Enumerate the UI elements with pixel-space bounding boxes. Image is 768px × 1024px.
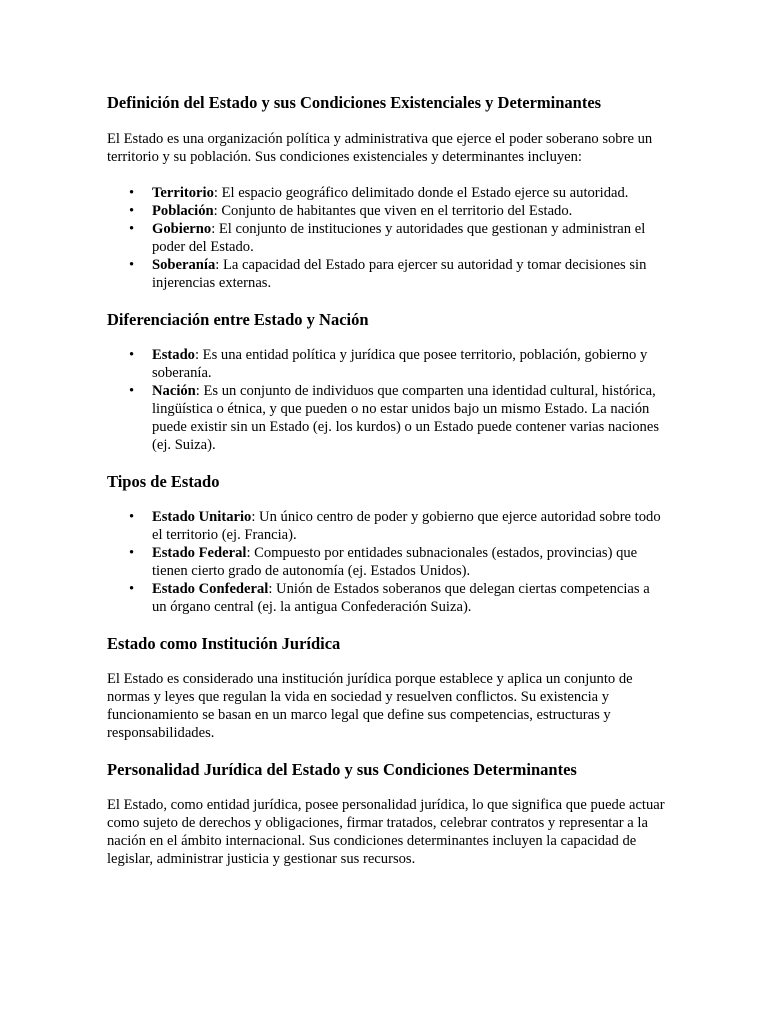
list-item-term: Estado Unitario — [152, 509, 252, 525]
list-item-term: Nación — [152, 383, 196, 399]
list-item-text: : Compuesto por entidades subnacionales (estados, provincias) que tienen cierto grado de autonomía (ej. Estados Unidos). — [152, 545, 638, 579]
list-item-text: : Conjunto de habitantes que viven en el territorio del Estado. — [213, 203, 573, 219]
list-item — [107, 382, 667, 454]
list-item-term: Estado — [152, 347, 195, 363]
list-item-term: Población — [152, 203, 214, 219]
list-item-text: : Es una entidad política y jurídica que posee territorio, población, gobierno y soberanía. — [152, 347, 648, 381]
section-body-institucion: El Estado es considerado una institución jurídica porque establece y aplica un conjunto de normas y leyes que regulan la vida en sociedad y resuelven conflictos. Su existencia y funcionamiento se basan en un marco legal que define sus competencias, estructuras y responsabilidades. — [107, 671, 633, 741]
list-item — [107, 184, 667, 202]
list-estado-nacion — [107, 346, 667, 454]
section-body-personalidad: El Estado, como entidad jurídica, posee personalidad jurídica, lo que significa que puede actuar como sujeto de derechos y obligaciones, firmar tratados, celebrar contratos y representar a la nación en el ámbito internacional. Sus condiciones determinantes incluyen la capacidad de legislar, administrar justicia y gestionar sus recursos. — [107, 797, 665, 867]
list-item-term: Gobierno — [152, 221, 212, 237]
list-item-term: Estado Confederal — [152, 581, 269, 597]
section-title-definicion: Definición del Estado y sus Condiciones Existenciales y Determinantes — [107, 93, 602, 112]
list-item-term: Territorio — [152, 185, 214, 201]
section-title-personalidad: Personalidad Jurídica del Estado y sus Condiciones Determinantes — [107, 760, 577, 779]
list-item-term: Estado Federal — [152, 545, 247, 561]
list-item-text: : El espacio geográfico delimitado donde el Estado ejerce su autoridad. — [213, 185, 629, 201]
list-item-text: : La capacidad del Estado para ejercer su autoridad y tomar decisiones sin injerencias externas. — [152, 257, 647, 291]
section-title-diferenciacion: Diferenciación entre Estado y Nación — [107, 310, 369, 329]
list-item-text: : Un único centro de poder y gobierno que ejerce autoridad sobre todo el territorio (ej. Francia). — [152, 509, 661, 543]
list-tipos-estado — [107, 508, 667, 616]
section-title-tipos: Tipos de Estado — [107, 472, 220, 491]
list-item-term: Soberanía — [152, 257, 216, 273]
list-condiciones — [107, 184, 667, 292]
document-page — [107, 92, 667, 868]
section-title-institucion: Estado como Institución Jurídica — [107, 634, 341, 653]
list-item-text: : Unión de Estados soberanos que delegan ciertas competencias a un órgano central (ej. la antigua Confederación Suiza). — [152, 581, 650, 615]
list-item-text: : Es un conjunto de individuos que comparten una identidad cultural, histórica, lingüística o étnica, y que pueden o no estar unidos bajo un mismo Estado. La nación puede existir sin un Estado (ej. los kurdos) o un Estado puede contener varias naciones (ej. Suiza). — [152, 383, 659, 453]
list-item — [107, 580, 667, 616]
list-item — [107, 220, 667, 256]
list-item — [107, 256, 667, 292]
list-item — [107, 544, 667, 580]
list-item-text: : El conjunto de instituciones y autoridades que gestionan y administran el poder del Estado. — [152, 221, 646, 255]
list-item — [107, 346, 667, 382]
section-intro-definicion: El Estado es una organización política y administrativa que ejerce el poder soberano sobre un territorio y su población. Sus condiciones existenciales y determinantes incluyen: — [107, 131, 653, 165]
list-item — [107, 508, 667, 544]
list-item — [107, 202, 667, 220]
